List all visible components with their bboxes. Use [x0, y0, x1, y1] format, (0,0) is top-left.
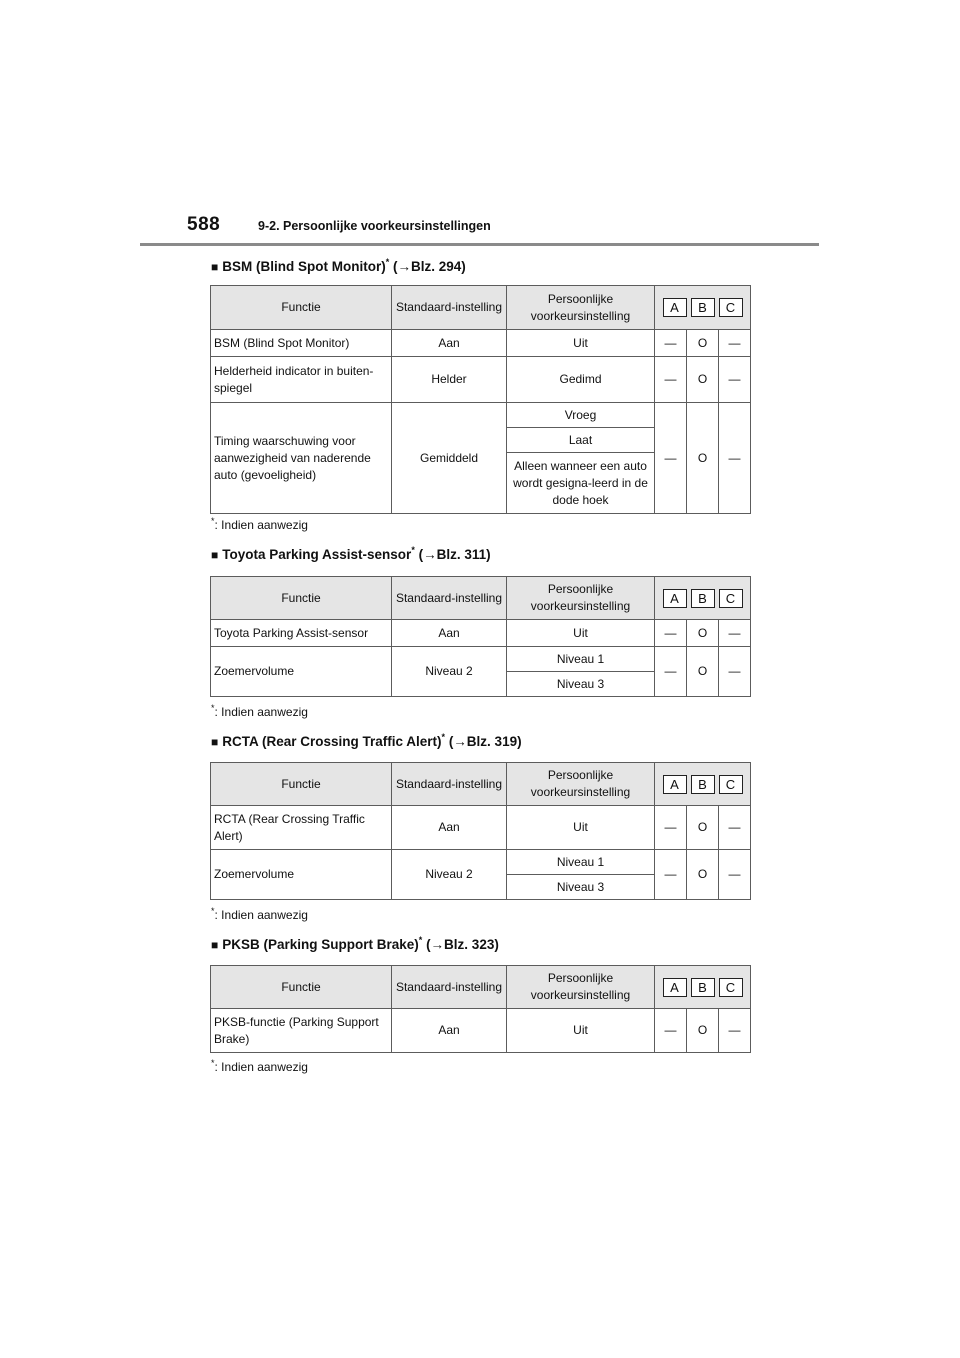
table-cell: Functie: [211, 763, 392, 806]
table-cell: —: [655, 850, 687, 900]
table-cell: A: [663, 589, 687, 608]
table-cell: Niveau 1: [507, 850, 655, 875]
table-cell: : Indien aanwezig: [214, 518, 308, 532]
table-cell: RCTA (Rear Crossing Traffic Alert): [211, 806, 392, 850]
square-bullet-icon: ■: [211, 938, 219, 952]
table-cell: Vroeg: [507, 403, 655, 428]
table-cell: C: [719, 775, 743, 794]
table-cell: Standaard-instelling: [392, 577, 507, 620]
table-cell: —: [655, 403, 687, 514]
table-cell: BSM (Blind Spot Monitor): [211, 330, 392, 357]
table-header-row: [211, 966, 751, 1009]
settings-table-parking-assist: [210, 576, 751, 697]
table-cell: B: [691, 589, 715, 608]
table-cell: B: [691, 775, 715, 794]
table-cell: Timing waarschuwing voor aanwezigheid van naderende auto (gevoeligheid): [211, 403, 392, 514]
square-bullet-icon: ■: [211, 735, 219, 749]
table-cell: Alleen wanneer een auto wordt gesigna-leerd in de dode hoek: [507, 453, 655, 514]
table-cell: Uit: [507, 620, 655, 647]
table-cell: Laat: [507, 428, 655, 453]
table-cell: Standaard-instelling: [392, 966, 507, 1009]
table-cell: O: [687, 620, 719, 647]
table-cell: O: [687, 357, 719, 403]
table-cell: O: [687, 647, 719, 697]
table-cell: (→Blz. 319): [445, 734, 522, 749]
table-cell: C: [719, 978, 743, 997]
table-cell: —: [719, 1009, 751, 1053]
table-cell: C: [719, 298, 743, 317]
table-cell: Zoemervolume: [211, 850, 392, 900]
table-cell: B: [691, 978, 715, 997]
table-cell: Gemiddeld: [392, 403, 507, 514]
footnote: *: Indien aanwezig: [211, 703, 308, 719]
col-header-function: Functie: [211, 286, 392, 330]
table-row: [211, 330, 751, 357]
table-cell: O: [687, 806, 719, 850]
table-row: [211, 403, 751, 428]
table-cell: O: [687, 330, 719, 357]
table-cell: —: [719, 403, 751, 514]
table-cell: : Indien aanwezig: [214, 705, 308, 719]
table-cell: PKSB-functie (Parking Support Brake): [211, 1009, 392, 1053]
asterisk-mark: *: [385, 257, 390, 267]
settings-table-bsm: [210, 285, 751, 514]
table-cell: Aan: [392, 806, 507, 850]
table-cell: PKSB (Parking Support Brake): [222, 937, 419, 952]
table-cell: (→Blz. 294): [389, 259, 466, 274]
table-cell: Helderheid indicator in buiten-spiegel: [211, 357, 392, 403]
table-cell: —: [655, 330, 687, 357]
footnote: *: Indien aanwezig: [211, 1058, 308, 1074]
table-cell: Aan: [392, 1009, 507, 1053]
table-cell: B: [691, 298, 715, 317]
table-cell: Gedimd: [507, 357, 655, 403]
table-row: [211, 620, 751, 647]
table-cell: Aan: [392, 330, 507, 357]
table-cell: O: [687, 1009, 719, 1053]
table-cell: : Indien aanwezig: [214, 1060, 308, 1074]
table-cell: O: [687, 850, 719, 900]
table-cell: Uit: [507, 330, 655, 357]
table-cell: Standaard-instelling: [392, 763, 507, 806]
table-cell: (→Blz. 323): [422, 937, 499, 952]
table-cell: A: [663, 775, 687, 794]
asterisk-mark: *: [411, 545, 415, 555]
table-row: [211, 647, 751, 672]
col-header-default: Standaard-instelling: [392, 286, 507, 330]
table-cell: Zoemervolume: [211, 647, 392, 697]
table-cell: —: [655, 806, 687, 850]
table-cell: Niveau 3: [507, 875, 655, 900]
table-cell: Niveau 2: [392, 850, 507, 900]
table-cell: Helder: [392, 357, 507, 403]
table-cell: Niveau 3: [507, 672, 655, 697]
table-row: [211, 806, 751, 850]
table-cell: (→Blz. 311): [414, 547, 491, 562]
table-cell: Persoonlijke voorkeursinstelling: [507, 763, 655, 806]
asterisk-mark: *: [418, 935, 423, 945]
table-cell: Functie: [211, 966, 392, 1009]
footnote: *: Indien aanwezig: [211, 906, 308, 922]
table-cell: —: [655, 647, 687, 697]
settings-table-pksb: [210, 965, 751, 1053]
table-row: [211, 850, 751, 875]
table-cell: Uit: [507, 1009, 655, 1053]
table-cell: Uit: [507, 806, 655, 850]
section-heading-rcta: [211, 734, 522, 749]
table-cell: —: [655, 357, 687, 403]
table-cell: Niveau 1: [507, 647, 655, 672]
chapter-title: 9-2. Persoonlijke voorkeursinstellingen: [258, 219, 491, 233]
table-cell: Functie: [211, 577, 392, 620]
table-cell: RCTA (Rear Crossing Traffic Alert): [222, 734, 442, 749]
header-rule: [140, 243, 819, 246]
table-cell: —: [719, 806, 751, 850]
table-cell: —: [719, 330, 751, 357]
footnote: *: Indien aanwezig: [211, 516, 308, 532]
col-header-abc: [655, 286, 751, 330]
table-cell: O: [687, 403, 719, 514]
table-cell: —: [719, 850, 751, 900]
table-row: [211, 357, 751, 403]
table-cell: A: [663, 298, 687, 317]
table-header-row: [211, 286, 751, 330]
table-cell: Persoonlijke voorkeursinstelling: [507, 966, 655, 1009]
square-bullet-icon: ■: [211, 548, 219, 562]
page-number: 588: [187, 214, 221, 235]
table-cell: Toyota Parking Assist-sensor: [222, 547, 412, 562]
table-cell: : Indien aanwezig: [214, 908, 308, 922]
col-header-custom: Persoonlijke voorkeursinstelling: [507, 286, 655, 330]
table-cell: —: [655, 620, 687, 647]
table-header-row: [211, 577, 751, 620]
table-cell: Niveau 2: [392, 647, 507, 697]
table-cell: —: [655, 1009, 687, 1053]
table-cell: —: [719, 647, 751, 697]
table-header-row: [211, 763, 751, 806]
table-cell: A: [663, 978, 687, 997]
square-bullet-icon: ■: [211, 260, 219, 274]
settings-table-rcta: [210, 762, 751, 900]
table-cell: Aan: [392, 620, 507, 647]
table-cell: —: [719, 620, 751, 647]
table-cell: Toyota Parking Assist-sensor: [211, 620, 392, 647]
section-heading-parking-assist: [211, 547, 491, 562]
section-heading-bsm: [211, 259, 466, 274]
table-cell: BSM (Blind Spot Monitor): [222, 259, 386, 274]
table-row: [211, 1009, 751, 1053]
table-cell: —: [719, 357, 751, 403]
asterisk-mark: *: [441, 732, 446, 742]
section-heading-pksb: [211, 937, 499, 952]
table-cell: Persoonlijke voorkeursinstelling: [507, 577, 655, 620]
table-cell: C: [719, 589, 743, 608]
